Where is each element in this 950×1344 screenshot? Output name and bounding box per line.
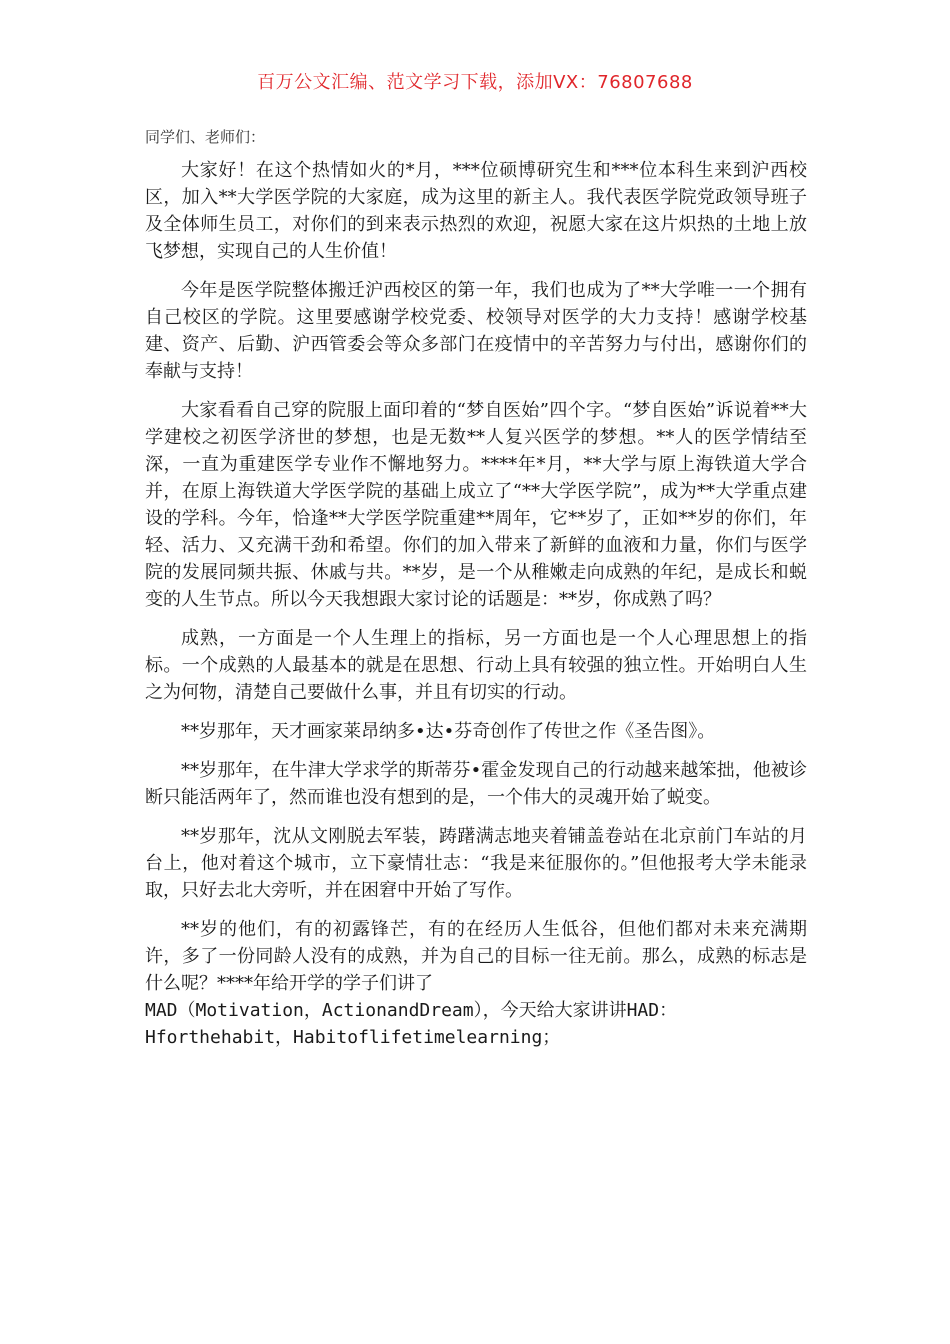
paragraph-shencongwen: **岁那年，沈从文刚脱去军装，踌躇满志地夹着铺盖卷站在北京前门车站的月台上，他对着这个城市，立下豪情壮志：“我是来征服你的。”但他报考大学未能录取，只好去北大旁听，并在困窘中开始了写作。 <box>145 826 807 901</box>
mad-line: MAD（Motivation，ActionandDream），今天给大家讲讲HAD： <box>145 1000 678 1021</box>
paragraph-davinci: **岁那年，天才画家莱昂纳多•达•芬奇创作了传世之作《圣告图》。 <box>181 721 716 742</box>
document-body <box>145 126 807 1051</box>
paragraph-conclusion <box>145 916 807 1051</box>
salutation: 同学们、老师们： <box>145 128 266 146</box>
paragraph-conclusion-text: **岁的他们，有的初露锋芒，有的在经历人生低谷，但他们都对未来充满期许，多了一份同龄人没有的成熟，并为自己的目标一往无前。那么，成熟的标志是什么呢？****年给开学的学子们讲了 <box>145 919 807 994</box>
paragraph-motto: 大家看看自己穿的院服上面印着的“梦自医始”四个字。“梦自医始”诉说着**大学建校之初医学济世的梦想，也是无数**人复兴医学的梦想。**人的医学情结至深，一直为重建医学专业作不懈地努力。****年*月，**大学与原上海铁道大学合并，在原上海铁道大学医学院的基础上成立了“**大学医学院”，成为**大学重点建设的学科。今年，恰逢**大学医学院重建**周年，它**岁了，正如**岁的你们，年轻、活力、又充满干劲和希望。你们的加入带来了新鲜的血液和力量，你们与医学院的发展同频共振、休戚与共。**岁，是一个从稚嫩走向成熟的年纪，是成长和蜕变的人生节点。所以今天我想跟大家讨论的话题是：**岁，你成熟了吗？ <box>145 400 807 610</box>
paragraph-hawking: **岁那年，在牛津大学求学的斯蒂芬•霍金发现自己的行动越来越笨拙，他被诊断只能活两年了，然而谁也没有想到的是，一个伟大的灵魂开始了蜕变。 <box>145 760 807 808</box>
paragraph-campus: 今年是医学院整体搬迁沪西校区的第一年，我们也成为了**大学唯一一个拥有自己校区的学院。这里要感谢学校党委、校领导对医学的大力支持！感谢学校基建、资产、后勤、沪西管委会等众多部门在疫情中的辛苦努力与付出，感谢你们的奉献与支持！ <box>145 280 807 382</box>
paragraph-welcome: 大家好！在这个热情如火的*月，***位硕博研究生和***位本科生来到沪西校区，加入**大学医学院的大家庭，成为这里的新主人。我代表医学院党政领导班子及全体师生员工，对你们的到来表示热烈的欢迎，祝愿大家在这片炽热的土地上放飞梦想，实现自己的人生价值！ <box>145 160 807 262</box>
header-banner: 百万公文汇编、范文学习下载，添加VX：76807688 <box>257 72 693 93</box>
had-line: Hforthehabit，Habitoflifetimelearning； <box>145 1027 561 1048</box>
paragraph-maturity: 成熟，一方面是一个人生理上的指标，另一方面也是一个人心理思想上的指标。一个成熟的人最基本的就是在思想、行动上具有较强的独立性。开始明白人生之为何物，清楚自己要做什么事，并且有切实的行动。 <box>145 628 807 703</box>
